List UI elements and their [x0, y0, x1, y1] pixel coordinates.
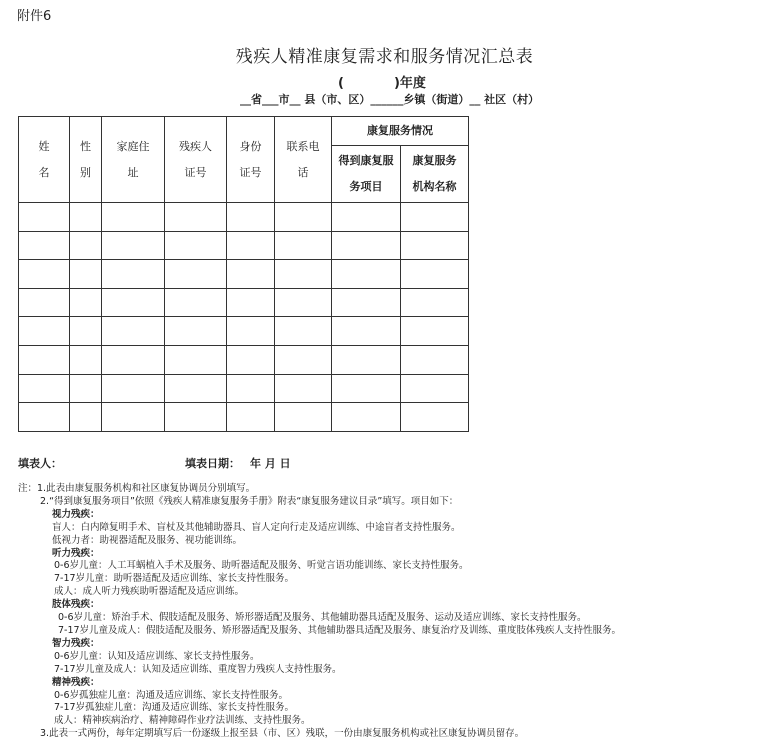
table-cell: [19, 231, 70, 260]
table-cell: [275, 231, 332, 260]
table-cell: [70, 317, 102, 346]
table-cell: [165, 403, 227, 432]
filler-label: 填表人：: [18, 457, 62, 470]
table-cell: [19, 260, 70, 289]
note-3: 3.此表一式两份，每年定期填写后一份逐级上报至县（市、区）残联，一份由康复服务机构或社区康复协调员留存。: [40, 728, 525, 740]
table-cell: [227, 260, 275, 289]
table-cell: [102, 288, 165, 317]
table-cell: [401, 260, 469, 289]
table-cell: [227, 374, 275, 403]
table-cell: [332, 317, 401, 346]
col-header-service-org: 康复服务 机构名称: [401, 146, 469, 203]
mental-item: 成人：精神疾病治疗、精神障碍作业疗法训练、支持性服务。: [54, 715, 311, 727]
table-cell: [19, 374, 70, 403]
table-cell: [332, 260, 401, 289]
fill-info: [18, 455, 291, 471]
col-header-disability-cert: 残疾人 证号: [165, 117, 227, 203]
table-cell: [102, 345, 165, 374]
table-cell: [275, 317, 332, 346]
table-cell: [227, 203, 275, 232]
table-cell: [332, 203, 401, 232]
table-cell: [227, 317, 275, 346]
table-cell: [401, 374, 469, 403]
vision-item: 盲人：白内障复明手术、盲杖及其他辅助器具、盲人定向行走及适应训练、中途盲者支持性服务。: [52, 521, 461, 533]
table-cell: [332, 288, 401, 317]
mental-item: 0-6岁孤独症儿童：沟通及适应训练、家长支持性服务。: [54, 689, 289, 701]
year-line: [338, 72, 426, 91]
page-title: 残疾人精准康复需求和服务情况汇总表: [235, 47, 534, 67]
limb-heading: 肢体残疾：: [52, 599, 100, 611]
col-header-service-items: 得到康复服 务项目: [332, 146, 401, 203]
table-cell: [401, 288, 469, 317]
limb-item: 0-6岁儿童：矫治手术、假肢适配及服务、矫形器适配及服务、其他辅助器具适配及服务、运动及适应训练、家长支持性服务。: [58, 612, 587, 624]
table-cell: [102, 374, 165, 403]
table-cell: [227, 288, 275, 317]
table-cell: [165, 203, 227, 232]
date-label: 填表日期：: [185, 457, 240, 470]
intellectual-item: 7-17岁儿童及成人：认知及适应训练、重度智力残疾人支持性服务。: [54, 663, 342, 675]
table-cell: [70, 374, 102, 403]
col-group-rehab-service: 康复服务情况: [332, 117, 469, 146]
table-cell: [102, 203, 165, 232]
table-row: [19, 374, 469, 403]
table-cell: [401, 403, 469, 432]
note-2: 2.“得到康复服务项目”依照《残疾人精准康复服务手册》附表“康复服务建议目录”填写。项目如下：: [40, 495, 459, 507]
hearing-item: 成人：成人听力残疾助听器适配及适应训练。: [54, 586, 245, 598]
notes: [18, 483, 759, 741]
mental-heading: 精神残疾：: [52, 676, 100, 688]
table-cell: [401, 345, 469, 374]
table-cell: [102, 231, 165, 260]
table-cell: [332, 403, 401, 432]
table-cell: [275, 374, 332, 403]
table-cell: [102, 260, 165, 289]
table-cell: [165, 374, 227, 403]
col-header-address: 家庭住 址: [102, 117, 165, 203]
table-cell: [275, 345, 332, 374]
col-header-phone: 联系电 话: [275, 117, 332, 203]
col-header-gender: 性 别: [70, 117, 102, 203]
hearing-item: 0-6岁儿童：人工耳蜗植入手术及服务、助听器适配及服务、听觉言语功能训练、家长支持性服务。: [54, 560, 469, 572]
table-cell: [102, 403, 165, 432]
attachment-label: 附件6: [17, 9, 52, 24]
table-cell: [332, 374, 401, 403]
table-cell: [19, 403, 70, 432]
table-cell: [165, 288, 227, 317]
table-cell: [70, 260, 102, 289]
table-row: [19, 231, 469, 260]
table-cell: [227, 403, 275, 432]
table-cell: [70, 345, 102, 374]
table-row: [19, 260, 469, 289]
mental-item: 7-17岁孤独症儿童：沟通及适应训练、家长支持性服务。: [54, 702, 295, 714]
table-cell: [19, 288, 70, 317]
table-cell: [275, 288, 332, 317]
limb-item: 7-17岁儿童及成人：假肢适配及服务、矫形器适配及服务、其他辅助器具适配及服务、康复治疗及训练、重度肢体残疾人支持性服务。: [58, 624, 622, 636]
table-cell: [401, 231, 469, 260]
table-cell: [275, 403, 332, 432]
table-cell: [70, 288, 102, 317]
year-close: )年度: [393, 76, 426, 91]
table-cell: [165, 231, 227, 260]
note-1: 注：1.此表由康复服务机构和社区康复协调员分别填写。: [18, 483, 256, 494]
table-cell: [332, 231, 401, 260]
table-cell: [70, 403, 102, 432]
table-cell: [401, 203, 469, 232]
table-row: [19, 403, 469, 432]
table-cell: [165, 345, 227, 374]
table-row: [19, 345, 469, 374]
table-row: [19, 317, 469, 346]
table-cell: [70, 203, 102, 232]
table-row: [19, 288, 469, 317]
summary-table: [18, 116, 469, 432]
table-cell: [19, 317, 70, 346]
table-cell: [165, 260, 227, 289]
table-cell: [227, 231, 275, 260]
table-cell: [102, 317, 165, 346]
table-cell: [332, 345, 401, 374]
year-open: (: [338, 76, 344, 91]
intellectual-heading: 智力残疾：: [52, 637, 100, 649]
col-header-id-number: 身份 证号: [227, 117, 275, 203]
intellectual-item: 0-6岁儿童：认知及适应训练、家长支持性服务。: [54, 650, 260, 662]
table-cell: [70, 231, 102, 260]
vision-heading: 视力残疾：: [52, 508, 100, 520]
date-units: 年 月 日: [250, 457, 291, 470]
hearing-item: 7-17岁儿童：助听器适配及适应训练、家长支持性服务。: [54, 573, 295, 585]
table-cell: [275, 260, 332, 289]
table-cell: [401, 317, 469, 346]
region-line: __省___市__ 县（市、区）______乡镇（街道）__ 社区（村）: [240, 93, 540, 106]
col-header-name: 姓 名: [19, 117, 70, 203]
vision-item: 低视力者：助视器适配及服务、视功能训练。: [52, 534, 243, 546]
hearing-heading: 听力残疾：: [52, 547, 100, 559]
table-row: [19, 203, 469, 232]
table-cell: [227, 345, 275, 374]
table-cell: [19, 345, 70, 374]
table-cell: [275, 203, 332, 232]
table-cell: [165, 317, 227, 346]
table-cell: [19, 203, 70, 232]
